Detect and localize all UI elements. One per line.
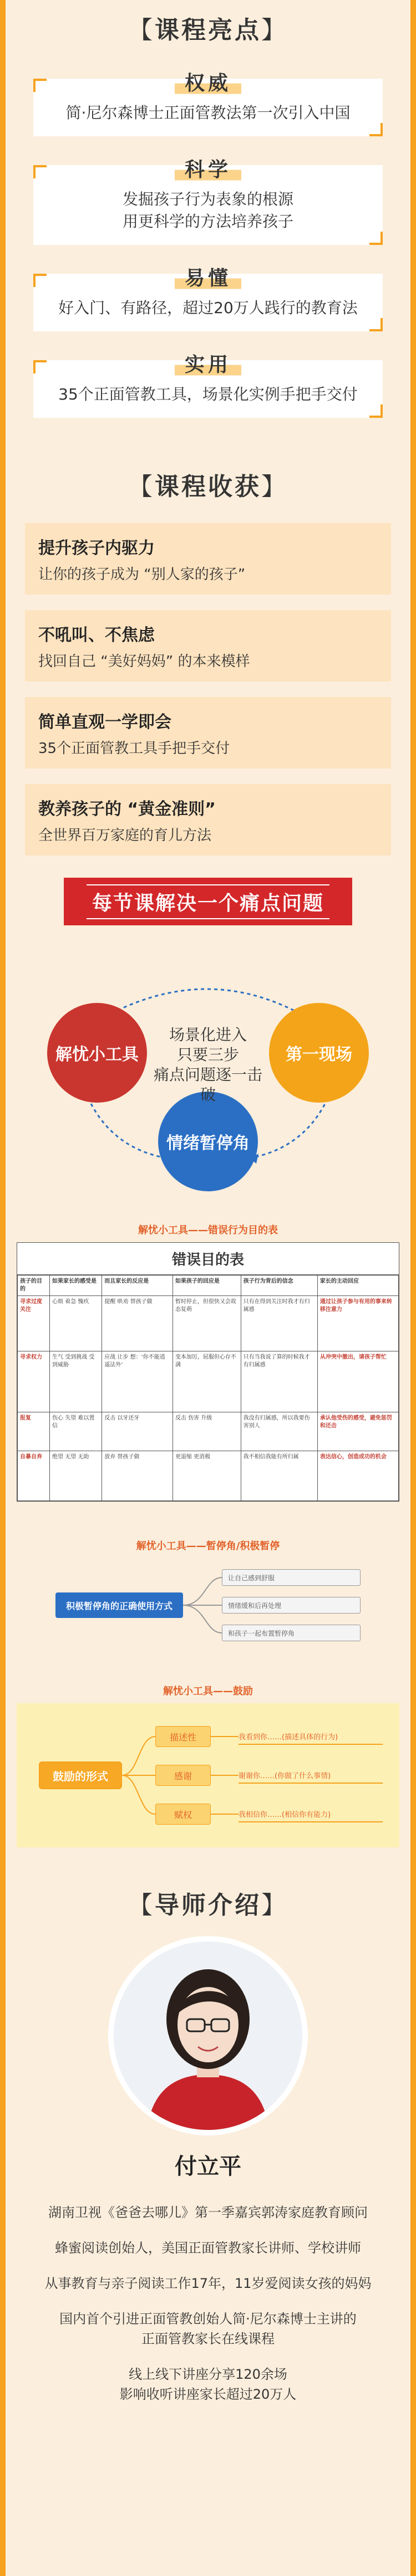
gain-card <box>25 523 391 595</box>
table-row <box>18 1412 399 1451</box>
banner-text: 每节课解决一个痛点问题 <box>87 884 329 919</box>
table-row <box>18 1451 399 1501</box>
corner-decoration <box>33 274 47 287</box>
pause-leaf: 让自己感到舒服 <box>222 1569 361 1586</box>
gain-title: 简单直观一学即会 <box>38 713 171 732</box>
corner-decoration <box>369 123 383 136</box>
highlight-card <box>33 158 383 245</box>
highlight-card <box>33 354 383 418</box>
highlight-tag: 科学 <box>175 153 241 183</box>
gain-card <box>25 610 391 682</box>
mistaken-goal-table <box>17 1242 399 1502</box>
encourage-caption: 解忧小工具——鼓励 <box>163 1686 253 1697</box>
teacher-bio-line: 湖南卫视《爸爸去哪儿》第一季嘉宾郭涛家庭教育顾问 <box>48 2205 368 2220</box>
highlight-tag: 权威 <box>175 66 241 97</box>
gain-subtitle: 找回自己 “美好妈妈” 的本来模样 <box>38 653 250 670</box>
corner-decoration <box>33 360 47 373</box>
pause-caption: 解忧小工具——暂停角/积极暂停 <box>136 1540 280 1552</box>
highlight-text: 发掘孩子行为表象的根源 用更科学的方法培养孩子 <box>122 190 293 231</box>
gains-title <box>120 462 296 506</box>
table-cell: 表达信心，创造成功的机会 <box>317 1451 398 1501</box>
cycle-center-text <box>153 1025 263 1105</box>
bracket-right: 】 <box>261 16 288 44</box>
encourage-node: 赋权 <box>155 1804 211 1825</box>
table-header-cell: 而且家长的反应是 <box>102 1276 173 1296</box>
teacher-bio-line: 从事教育与亲子阅读工作17年，11岁爱阅读女孩的妈妈 <box>44 2276 372 2291</box>
cycle-center-line: 痛点问题逐一击破 <box>153 1066 262 1104</box>
table-cell: 反击 伤害 升级 <box>173 1412 241 1451</box>
cycle-center-line: 场景化进入 <box>169 1026 247 1044</box>
encourage-leaf: 谢谢你……(你做了什么事情) <box>239 1767 383 1784</box>
teacher-avatar <box>108 1936 308 2135</box>
gain-subtitle: 让你的孩子成为 “别人家的孩子” <box>38 566 246 583</box>
gain-subtitle: 35个正面管教工具手把手交付 <box>38 740 230 757</box>
encourage-node: 描述性 <box>155 1726 211 1747</box>
table-header-cell: 孩子行为背后的信念 <box>241 1276 317 1296</box>
pause-mindmap <box>17 1558 399 1652</box>
table-header-cell: 如果孩子的回应是 <box>173 1276 241 1296</box>
table-cell: 伤心 失望 难以置信 <box>50 1412 102 1451</box>
gain-title: 不吼叫、不焦虑 <box>38 626 155 645</box>
highlight-tag: 实用 <box>175 348 241 378</box>
table-cell: 反击 以牙还牙 <box>102 1412 173 1451</box>
encourage-center-node: 鼓励的形式 <box>39 1761 122 1789</box>
table-cell: 提醒 哄劝 替孩子做 <box>102 1296 173 1351</box>
gain-subtitle: 全世界百万家庭的育儿方法 <box>38 827 212 844</box>
table-cell: 只有当我说了算的时候我才有归属感 <box>241 1351 317 1412</box>
corner-decoration <box>33 79 47 92</box>
table-header-cell: 孩子的目的 <box>18 1276 50 1296</box>
teacher-bio-line: 蜂蜜阅读创始人，美国正面管教家长讲师、学校讲师 <box>55 2240 361 2256</box>
table-cell: 自暴自弃 <box>18 1451 50 1501</box>
teacher-bio-line: 线上线下讲座分享120余场 影响收听讲座家长超过20万人 <box>119 2367 297 2402</box>
encourage-leaf: 我看到你……(描述具体的行为) <box>239 1728 383 1745</box>
highlight-text: 35个正面管教工具，场景化实例手把手交付 <box>58 385 358 403</box>
bracket-right: 】 <box>261 1891 288 1919</box>
highlight-tag: 易懂 <box>175 262 241 292</box>
table-cell: 生气 受到挑战 受到威胁 <box>50 1351 102 1412</box>
table-cell: 寻求权力 <box>18 1351 50 1412</box>
pain-point-banner <box>64 878 352 925</box>
bracket-right: 】 <box>261 473 288 501</box>
table-cell: 报复 <box>18 1412 50 1451</box>
table-cell: 承认他受伤的感受，避免惩罚和还击 <box>317 1412 398 1451</box>
cycle-diagram <box>0 936 416 1180</box>
table-cell: 从冲突中撤出，请孩子帮忙 <box>317 1351 398 1412</box>
pause-leaf: 情绪缓和后再处理 <box>222 1597 361 1614</box>
gain-card <box>25 784 391 856</box>
teacher-bio-line: 国内首个引进正面管教创始人简·尼尔森博士主讲的 正面管教家长在线课程 <box>59 2311 357 2347</box>
table-header-cell: 如果家长的感受是 <box>50 1276 102 1296</box>
cycle-node-left <box>47 1003 147 1103</box>
table-cell: 放弃 替孩子做 <box>102 1451 173 1501</box>
encourage-node: 感谢 <box>155 1765 211 1786</box>
bracket-left: 【 <box>128 1891 155 1919</box>
pause-leaf: 和孩子一起布置暂停角 <box>222 1625 361 1641</box>
gain-title: 教养孩子的 “黄金准则” <box>38 800 216 819</box>
highlights-title <box>120 6 296 50</box>
cycle-node-label: 第一现场 <box>286 1045 352 1064</box>
cycle-node-right <box>269 1003 369 1103</box>
corner-decoration <box>369 232 383 245</box>
table-header-cell: 家长的主动回应 <box>317 1276 398 1296</box>
encourage-leaf: 我相信你……(相信你有能力) <box>239 1806 383 1822</box>
highlight-card <box>33 72 383 136</box>
table-cell: 更退缩 更消极 <box>173 1451 241 1501</box>
goal-table <box>17 1275 399 1501</box>
encourage-mindmap <box>17 1703 399 1847</box>
table-cell: 绝望 无望 无助 <box>50 1451 102 1501</box>
corner-decoration <box>33 165 47 178</box>
table-cell: 应战 让步 想：‘你不能逍遥法外’ <box>102 1351 173 1412</box>
table-header-row <box>18 1276 399 1296</box>
table-cell: 寻求过度关注 <box>18 1296 50 1351</box>
bracket-left: 【 <box>128 16 155 44</box>
teacher-name: 付立平 <box>175 2154 241 2179</box>
corner-decoration <box>369 318 383 331</box>
highlight-card <box>33 267 383 331</box>
teacher-portrait <box>114 1942 302 2130</box>
gains-title-text: 课程收获 <box>155 473 261 501</box>
table-title: 错误目的表 <box>17 1243 399 1275</box>
table-cell: 暂时停止，但很快又会故态复萌 <box>173 1296 241 1351</box>
table-cell: 心烦 着急 愧疚 <box>50 1296 102 1351</box>
cycle-node-label: 解忧小工具 <box>55 1045 139 1064</box>
cycle-node-label: 情绪暂停角 <box>166 1134 250 1153</box>
highlight-text: 好入门、有路径，超过20万人践行的教育法 <box>58 299 358 317</box>
table-cell: 只有在得到关注时我才有归属感 <box>241 1296 317 1351</box>
gain-card <box>25 697 391 769</box>
corner-decoration <box>369 404 383 418</box>
pause-center-node: 积极暂停角的正确使用方式 <box>55 1592 183 1618</box>
table-cell: 我没有归属感，所以我要伤害别人 <box>241 1412 317 1451</box>
table-cell: 我不相信我能有所归属 <box>241 1451 317 1501</box>
highlights-title-text: 课程亮点 <box>155 16 261 44</box>
mentor-title-text: 导师介绍 <box>155 1891 261 1919</box>
table-row <box>18 1296 399 1351</box>
highlight-text: 简·尼尔森博士正面管教法第一次引入中国 <box>65 104 351 122</box>
table-row <box>18 1351 399 1412</box>
cycle-node-bottom <box>158 1092 258 1191</box>
gain-title: 提升孩子内驱力 <box>38 539 155 558</box>
table-caption: 解忧小工具——错误行为目的表 <box>138 1225 278 1236</box>
table-cell: 变本加厉，屈服但心存不满 <box>173 1351 241 1412</box>
mentor-title <box>120 1881 296 1925</box>
table-cell: 通过让孩子参与有用的事来转移注意力 <box>317 1296 398 1351</box>
cycle-center-line: 只要三步 <box>176 1046 239 1064</box>
bracket-left: 【 <box>128 473 155 501</box>
